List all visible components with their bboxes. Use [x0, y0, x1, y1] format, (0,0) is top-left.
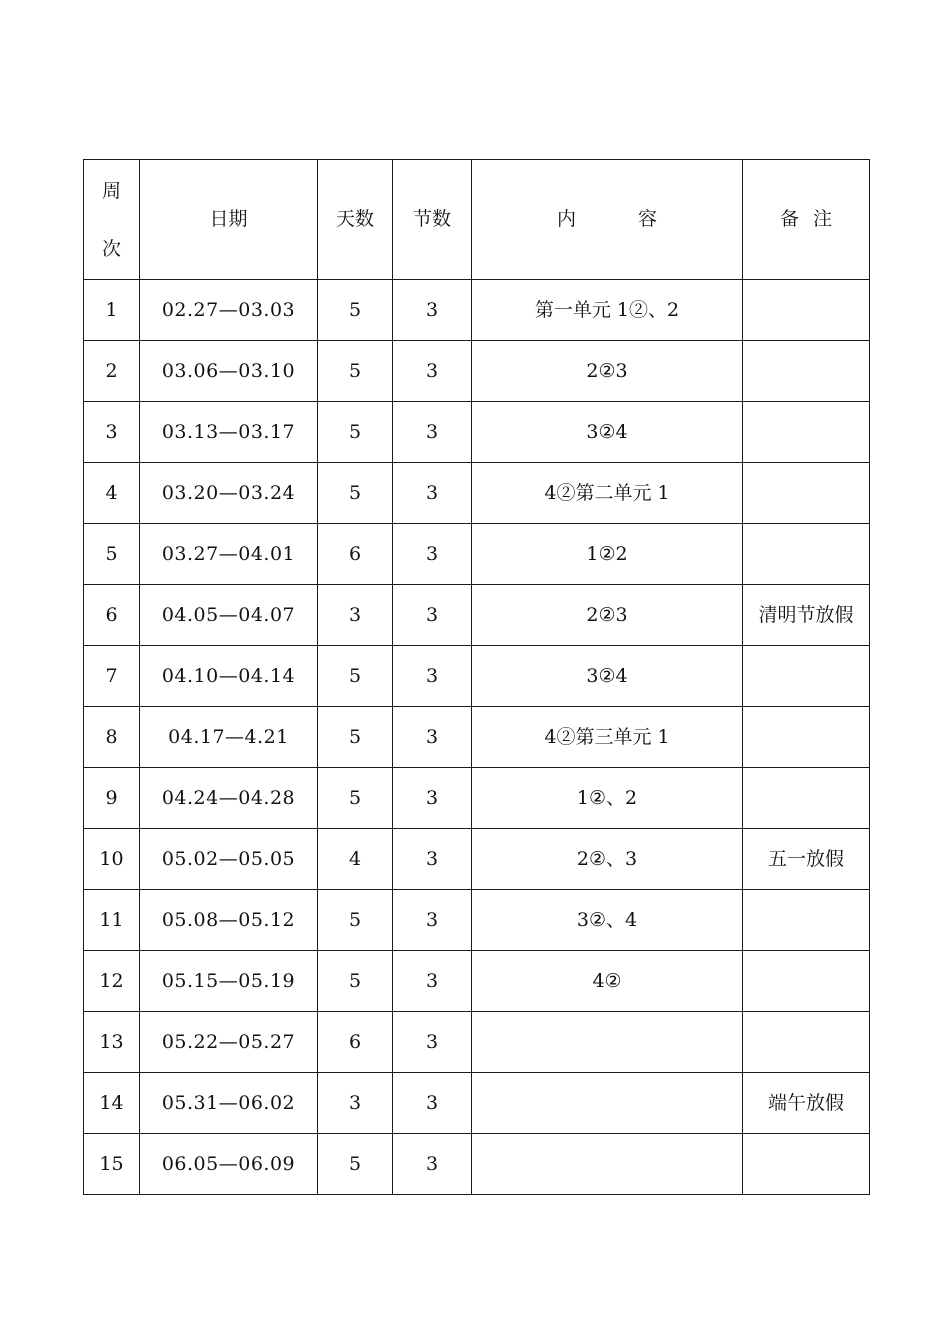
cell-days: 5 [318, 890, 393, 951]
cell-remark: 五一放假 [743, 829, 870, 890]
cell-remark [743, 768, 870, 829]
cell-remark [743, 341, 870, 402]
header-lessons: 节数 [393, 160, 472, 280]
cell-week: 1 [84, 280, 140, 341]
cell-content: 3②、4 [472, 890, 743, 951]
table-row [84, 829, 870, 890]
cell-days: 6 [318, 1012, 393, 1073]
cell-remark [743, 463, 870, 524]
cell-content [472, 1134, 743, 1195]
schedule-body [84, 280, 870, 1195]
cell-days: 6 [318, 524, 393, 585]
cell-date: 05.22—05.27 [140, 1012, 318, 1073]
table-row [84, 1012, 870, 1073]
cell-date: 03.13—03.17 [140, 402, 318, 463]
cell-date: 05.08—05.12 [140, 890, 318, 951]
header-remark [743, 160, 870, 280]
cell-week: 13 [84, 1012, 140, 1073]
cell-week: 7 [84, 646, 140, 707]
cell-date: 05.15—05.19 [140, 951, 318, 1012]
cell-remark [743, 890, 870, 951]
cell-week: 6 [84, 585, 140, 646]
cell-days: 5 [318, 1134, 393, 1195]
table-row [84, 280, 870, 341]
cell-week: 14 [84, 1073, 140, 1134]
cell-remark: 端午放假 [743, 1073, 870, 1134]
header-remark-left: 备 [779, 208, 799, 230]
header-week [84, 160, 140, 280]
cell-days: 5 [318, 463, 393, 524]
cell-date: 03.06—03.10 [140, 341, 318, 402]
cell-content: 2②3 [472, 341, 743, 402]
header-content-right: 容 [638, 208, 658, 230]
cell-remark [743, 402, 870, 463]
cell-week: 15 [84, 1134, 140, 1195]
cell-week: 9 [84, 768, 140, 829]
cell-days: 5 [318, 402, 393, 463]
header-content [472, 160, 743, 280]
cell-days: 5 [318, 341, 393, 402]
cell-lessons: 3 [393, 341, 472, 402]
cell-remark: 清明节放假 [743, 585, 870, 646]
cell-date: 03.20—03.24 [140, 463, 318, 524]
cell-week: 12 [84, 951, 140, 1012]
table-row [84, 1134, 870, 1195]
cell-date: 04.24—04.28 [140, 768, 318, 829]
cell-week: 4 [84, 463, 140, 524]
cell-content: 1②、2 [472, 768, 743, 829]
cell-lessons: 3 [393, 1073, 472, 1134]
table-row [84, 585, 870, 646]
cell-content: 2②3 [472, 585, 743, 646]
cell-content [472, 1073, 743, 1134]
table-row [84, 768, 870, 829]
header-date: 日期 [140, 160, 318, 280]
cell-content: 2②、3 [472, 829, 743, 890]
cell-content [472, 1012, 743, 1073]
cell-content: 第一单元 1②、2 [472, 280, 743, 341]
cell-lessons: 3 [393, 646, 472, 707]
cell-content: 4②第二单元 1 [472, 463, 743, 524]
cell-lessons: 3 [393, 829, 472, 890]
cell-days: 5 [318, 646, 393, 707]
cell-week: 10 [84, 829, 140, 890]
table-row [84, 707, 870, 768]
cell-week: 2 [84, 341, 140, 402]
table-row [84, 646, 870, 707]
cell-lessons: 3 [393, 280, 472, 341]
header-content-left: 内 [556, 208, 576, 230]
table-row [84, 463, 870, 524]
cell-lessons: 3 [393, 402, 472, 463]
cell-days: 5 [318, 768, 393, 829]
cell-remark [743, 1134, 870, 1195]
cell-lessons: 3 [393, 463, 472, 524]
table-row [84, 951, 870, 1012]
cell-days: 5 [318, 280, 393, 341]
cell-days: 5 [318, 707, 393, 768]
cell-remark [743, 707, 870, 768]
table-row [84, 341, 870, 402]
table-row [84, 524, 870, 585]
cell-week: 3 [84, 402, 140, 463]
cell-date: 05.31—06.02 [140, 1073, 318, 1134]
cell-remark [743, 646, 870, 707]
cell-content: 4②第三单元 1 [472, 707, 743, 768]
cell-lessons: 3 [393, 585, 472, 646]
cell-content: 1②2 [472, 524, 743, 585]
cell-remark [743, 280, 870, 341]
cell-week: 11 [84, 890, 140, 951]
cell-week: 8 [84, 707, 140, 768]
cell-lessons: 3 [393, 524, 472, 585]
cell-date: 04.10—04.14 [140, 646, 318, 707]
cell-remark [743, 1012, 870, 1073]
table-row [84, 402, 870, 463]
cell-lessons: 3 [393, 951, 472, 1012]
header-days: 天数 [318, 160, 393, 280]
cell-remark [743, 951, 870, 1012]
cell-date: 04.05—04.07 [140, 585, 318, 646]
cell-content: 3②4 [472, 646, 743, 707]
table-row [84, 1073, 870, 1134]
cell-date: 02.27—03.03 [140, 280, 318, 341]
schedule-header [84, 160, 870, 280]
table-row [84, 890, 870, 951]
header-week-top: 周 [101, 179, 121, 202]
cell-lessons: 3 [393, 890, 472, 951]
cell-content: 3②4 [472, 402, 743, 463]
cell-days: 5 [318, 951, 393, 1012]
cell-date: 05.02—05.05 [140, 829, 318, 890]
cell-date: 04.17—4.21 [140, 707, 318, 768]
cell-lessons: 3 [393, 1134, 472, 1195]
cell-days: 4 [318, 829, 393, 890]
cell-lessons: 3 [393, 707, 472, 768]
cell-days: 3 [318, 1073, 393, 1134]
cell-week: 5 [84, 524, 140, 585]
cell-date: 03.27—04.01 [140, 524, 318, 585]
cell-lessons: 3 [393, 768, 472, 829]
schedule-table [83, 159, 870, 1195]
header-week-bottom: 次 [101, 237, 121, 260]
cell-date: 06.05—06.09 [140, 1134, 318, 1195]
header-remark-right: 注 [813, 208, 833, 230]
cell-remark [743, 524, 870, 585]
cell-lessons: 3 [393, 1012, 472, 1073]
cell-content: 4② [472, 951, 743, 1012]
header-row [84, 160, 870, 280]
cell-days: 3 [318, 585, 393, 646]
